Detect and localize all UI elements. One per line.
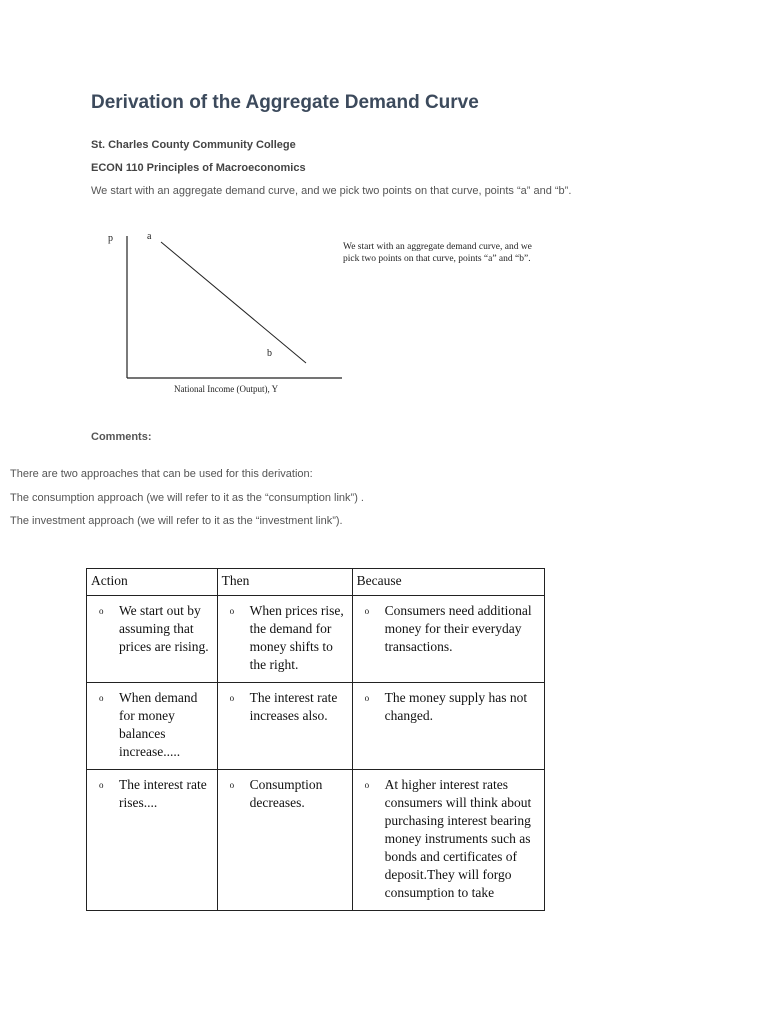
college-name: St. Charles County Community College [91, 139, 296, 151]
table-cell [87, 770, 218, 911]
header-then: Then [217, 569, 352, 596]
point-b-label: b [267, 348, 272, 359]
table-cell [217, 683, 352, 770]
approaches-text: There are two approaches that can be used for this derivation: [10, 468, 313, 480]
table-header-row [87, 569, 545, 596]
derivation-table [86, 568, 545, 911]
figure-note: We start with an aggregate demand curve, and we pick two points on that curve, points “a” and “b”. [343, 242, 532, 264]
header-action: Action [87, 569, 218, 596]
bullet-icon: o [229, 606, 235, 616]
bullet-icon: o [99, 780, 104, 790]
demand-curve [161, 242, 306, 363]
header-because: Because [352, 569, 544, 596]
comments-heading: Comments: [91, 431, 152, 443]
point-a-label: a [147, 231, 152, 242]
table-cell [352, 683, 544, 770]
table-cell [352, 596, 544, 683]
course-name: ECON 110 Principles of Macroeconomics [91, 162, 306, 174]
bullet-icon: o [99, 693, 104, 703]
bullet-icon: o [364, 693, 370, 703]
cell-text: The money supply has not changed. [384, 690, 528, 723]
cell-text: At higher interest rates consumers will think about purchasing interest bearing money instruments such as bonds and certificates of deposit.They will forgo consumption to take [384, 777, 532, 900]
cell-text: We start out by assuming that prices are rising. [119, 603, 209, 654]
bullet-icon: o [99, 606, 104, 616]
table-cell [217, 596, 352, 683]
bullet-icon: o [364, 606, 370, 616]
x-axis-label: National Income (Output), Y [174, 384, 279, 394]
bullet-icon: o [364, 780, 370, 790]
y-axis-label: p [108, 233, 113, 244]
cell-text: Consumers need additional money for their everyday transactions. [384, 603, 532, 654]
consumption-approach-text: The consumption approach (we will refer to it as the “consumption link”) . [10, 492, 364, 504]
cell-text: When prices rise, the demand for money shifts to the right. [249, 603, 344, 672]
cell-text: Consumption decreases. [249, 777, 323, 810]
table-cell [87, 596, 218, 683]
table-cell [352, 770, 544, 911]
cell-text: When demand for money balances increase..... [119, 690, 198, 759]
bullet-icon: o [229, 780, 235, 790]
aggregate-demand-figure [98, 222, 358, 402]
bullet-icon: o [229, 693, 235, 703]
cell-text: The interest rate increases also. [249, 690, 338, 723]
table-cell [87, 683, 218, 770]
investment-approach-text: The investment approach (we will refer to it as the “investment link”). [10, 515, 343, 527]
cell-text: The interest rate rises.... [119, 777, 207, 810]
page-title: Derivation of the Aggregate Demand Curve [91, 92, 479, 113]
table-cell [217, 770, 352, 911]
table-row [87, 596, 545, 683]
table-row [87, 683, 545, 770]
intro-text: We start with an aggregate demand curve, and we pick two points on that curve, points “a” and “b”. [91, 185, 572, 197]
table-row [87, 770, 545, 911]
